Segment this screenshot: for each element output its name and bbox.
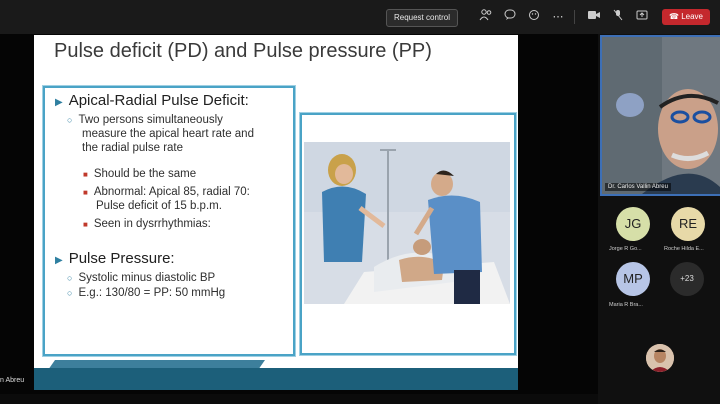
circle-bullet-icon: ○ — [67, 273, 73, 283]
self-view-frame — [646, 344, 674, 372]
subitem: ■ Should be the same — [83, 168, 197, 180]
subitem: ■ Seen in dysrrhythmias: — [83, 218, 211, 230]
meeting-toolbar — [0, 0, 720, 35]
text-panel — [43, 86, 295, 356]
circle-bullet-icon: ○ — [67, 288, 73, 298]
circle-bullet-icon: ○ — [67, 115, 73, 125]
subitem: ■ Abnormal: Apical 85, radial 70: — [83, 186, 250, 198]
section1-bullet: ○ Two persons simultaneously — [67, 114, 223, 126]
presenter-name: n Abreu — [0, 377, 25, 384]
square-bullet-icon: ■ — [83, 188, 88, 197]
chat-icon[interactable] — [502, 9, 518, 25]
share-icon[interactable] — [634, 9, 650, 25]
participant-name: Maria R Bra... — [609, 302, 643, 308]
request-control-button[interactable]: Request control — [386, 9, 458, 27]
speaker-name-label: Dr. Carlos Vallin Abreu — [605, 183, 671, 191]
section1-bullet-line: measure the apical heart rate and — [82, 128, 254, 140]
section1-bullet-line: the radial pulse rate — [82, 142, 184, 154]
leave-button[interactable]: ☎ Leave — [662, 9, 710, 25]
subitem-line: Pulse deficit of 15 b.p.m. — [96, 200, 222, 212]
more-participants-button[interactable]: +23 — [670, 262, 704, 296]
participant-avatar[interactable]: RE — [671, 207, 705, 241]
section2-item: ○ E.g.: 130/80 = PP: 50 mmHg — [67, 287, 226, 299]
arrow-bullet-icon: ▶ — [55, 255, 63, 266]
arrow-bullet-icon: ▶ — [55, 97, 63, 108]
square-bullet-icon: ■ — [83, 170, 88, 179]
active-speaker-video[interactable] — [600, 35, 720, 196]
square-bullet-icon: ■ — [83, 220, 88, 229]
section2-item: ○ Systolic minus diastolic BP — [67, 272, 216, 284]
section2-heading: ▶ Pulse Pressure: — [55, 250, 175, 267]
participant-name: Roche Hilda E... — [664, 246, 704, 252]
people-icon[interactable] — [478, 9, 494, 25]
toolbar-divider — [574, 10, 575, 24]
more-icon[interactable]: ⋯ — [552, 11, 564, 23]
camera-icon[interactable] — [586, 9, 602, 25]
participant-avatar[interactable]: JG — [616, 207, 650, 241]
nursing-photo — [304, 142, 510, 304]
slide-title: Pulse deficit (PD) and Pulse pressure (PP) — [54, 40, 432, 62]
speaker-video-frame — [602, 37, 720, 194]
mic-off-icon[interactable] — [610, 9, 626, 25]
participant-avatar[interactable]: MP — [616, 262, 650, 296]
decorative-band — [34, 368, 518, 390]
participant-name: Jorge R Go... — [609, 246, 642, 252]
reactions-icon[interactable] — [526, 9, 542, 25]
self-view-video[interactable] — [646, 344, 674, 372]
section1-heading: ▶ Apical-Radial Pulse Deficit: — [55, 92, 249, 109]
phone-icon: ☎ — [669, 12, 682, 21]
